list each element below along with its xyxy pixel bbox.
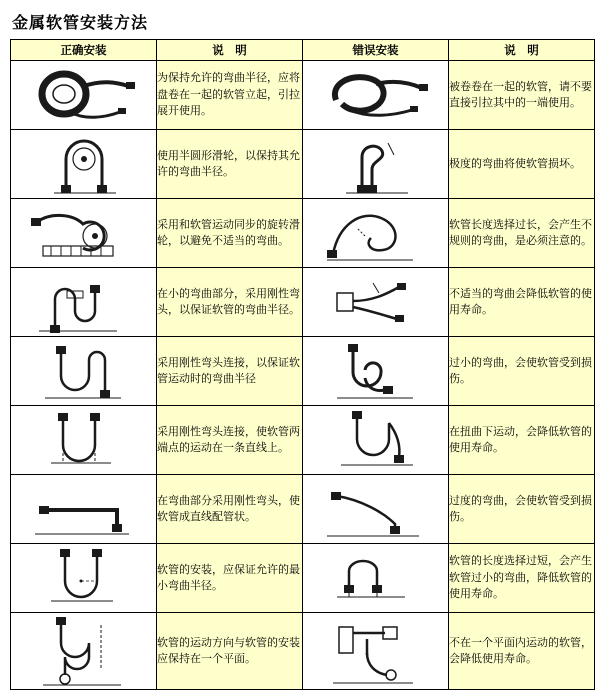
minimum-bend-radius-drawing: [21, 547, 147, 609]
table-row: [11, 199, 595, 268]
out-of-plane-motion-drawing: [313, 613, 439, 689]
table-row: [11, 406, 595, 475]
table-row: [11, 337, 595, 406]
coiled-hose-roll-icon: [11, 61, 157, 130]
long-loose-hose-icon: [303, 199, 449, 268]
header-wrong-install: 错误安装: [303, 40, 449, 61]
page-title: 金属软管安装方法: [12, 13, 149, 32]
table-body: [11, 61, 595, 690]
too-short-hose-icon: [303, 544, 449, 613]
rigid-elbow-u-bend-drawing: [21, 340, 147, 402]
row-wrong-text: 不适当的弯曲会降低软管的使用寿命。: [449, 268, 595, 337]
torsion-bend-icon: [303, 406, 449, 475]
table-header: [11, 40, 595, 61]
sharp-bend-drawing: [316, 133, 436, 195]
rotating-pulley-chain-icon: [11, 199, 157, 268]
too-short-hose-drawing: [313, 547, 439, 609]
table-row: [11, 268, 595, 337]
row-wrong-text: 在扭曲下运动，会降低软管的使用寿命。: [449, 406, 595, 475]
straight-pipe-elbow-drawing: [21, 478, 147, 540]
row-correct-text: 为保持允许的弯曲半径，应将盘卷在一起的软管立起，引拉展开使用。: [157, 61, 303, 130]
rotating-pulley-chain-drawing: [21, 202, 147, 264]
rigid-elbow-small-bend-drawing: [21, 271, 147, 333]
row-wrong-text: 过度的弯曲，会使软管受到损伤。: [449, 475, 595, 544]
u-shape-straight-ends-drawing: [21, 409, 147, 471]
row-wrong-text: 被卷卷在一起的软管，请不要直接引拉其中的一端使用。: [449, 61, 595, 130]
rigid-elbow-u-bend-icon: [11, 337, 157, 406]
straight-pipe-elbow-icon: [11, 475, 157, 544]
excessive-bend-icon: [303, 475, 449, 544]
table-row: [11, 475, 595, 544]
row-correct-text: 采用和软管运动同步的旋转滑轮，以避免不适当的弯曲。: [157, 199, 303, 268]
coiled-hose-pulled-drawing: [316, 64, 436, 126]
header-row: [11, 40, 595, 61]
row-correct-text: 软管的安装，应保证允许的最小弯曲半径。: [157, 544, 303, 613]
semicircular-pulley-drawing: [24, 133, 144, 195]
minimum-bend-radius-icon: [11, 544, 157, 613]
long-loose-hose-drawing: [313, 202, 439, 264]
row-correct-text: 在小的弯曲部分，采用刚性弯头，以保证软管的弯曲半径。: [157, 268, 303, 337]
improper-bend-drawing: [313, 271, 439, 333]
u-shape-straight-ends-icon: [11, 406, 157, 475]
coiled-hose-pulled-icon: [303, 61, 449, 130]
row-correct-text: 采用刚性弯头连接，使软管两端点的运动在一条直线上。: [157, 406, 303, 475]
row-wrong-text: 不在一个平面内运动的软管，会降低使用寿命。: [449, 613, 595, 690]
row-wrong-text: 过小的弯曲，会使软管受到损伤。: [449, 337, 595, 406]
same-plane-motion-icon: [11, 613, 157, 690]
same-plane-motion-drawing: [21, 613, 147, 689]
tight-bend-damage-drawing: [313, 340, 439, 402]
semicircular-pulley-icon: [11, 130, 157, 199]
row-correct-text: 采用刚性弯头连接，以保证软管运动时的弯曲半径: [157, 337, 303, 406]
table-row: [11, 544, 595, 613]
table-row: [11, 130, 595, 199]
header-correct-description: 说 明: [157, 40, 303, 61]
installation-methods-table: [10, 39, 595, 690]
table-row: [11, 613, 595, 690]
row-wrong-text: 软管长度选择过长，会产生不规则的弯曲，是必须注意的。: [449, 199, 595, 268]
out-of-plane-motion-icon: [303, 613, 449, 690]
row-correct-text: 在弯曲部分采用刚性弯头，使软管成直线配管状。: [157, 475, 303, 544]
row-wrong-text: 极度的弯曲将使软管损坏。: [449, 130, 595, 199]
improper-bend-icon: [303, 268, 449, 337]
torsion-bend-drawing: [313, 409, 439, 471]
table-row: [11, 61, 595, 130]
row-correct-text: 软管的运动方向与软管的安装应保持在一个平面。: [157, 613, 303, 690]
rigid-elbow-small-bend-icon: [11, 268, 157, 337]
excessive-bend-drawing: [313, 478, 439, 540]
tight-bend-damage-icon: [303, 337, 449, 406]
row-correct-text: 使用半圆形滑轮，以保持其允许的弯曲半径。: [157, 130, 303, 199]
header-wrong-description: 说 明: [449, 40, 595, 61]
header-correct-install: 正确安装: [11, 40, 157, 61]
coiled-hose-roll-drawing: [24, 64, 144, 126]
sharp-bend-hose-icon: [303, 130, 449, 199]
row-wrong-text: 软管的长度选择过短，会产生软管过小的弯曲，降低软管的使用寿命。: [449, 544, 595, 613]
